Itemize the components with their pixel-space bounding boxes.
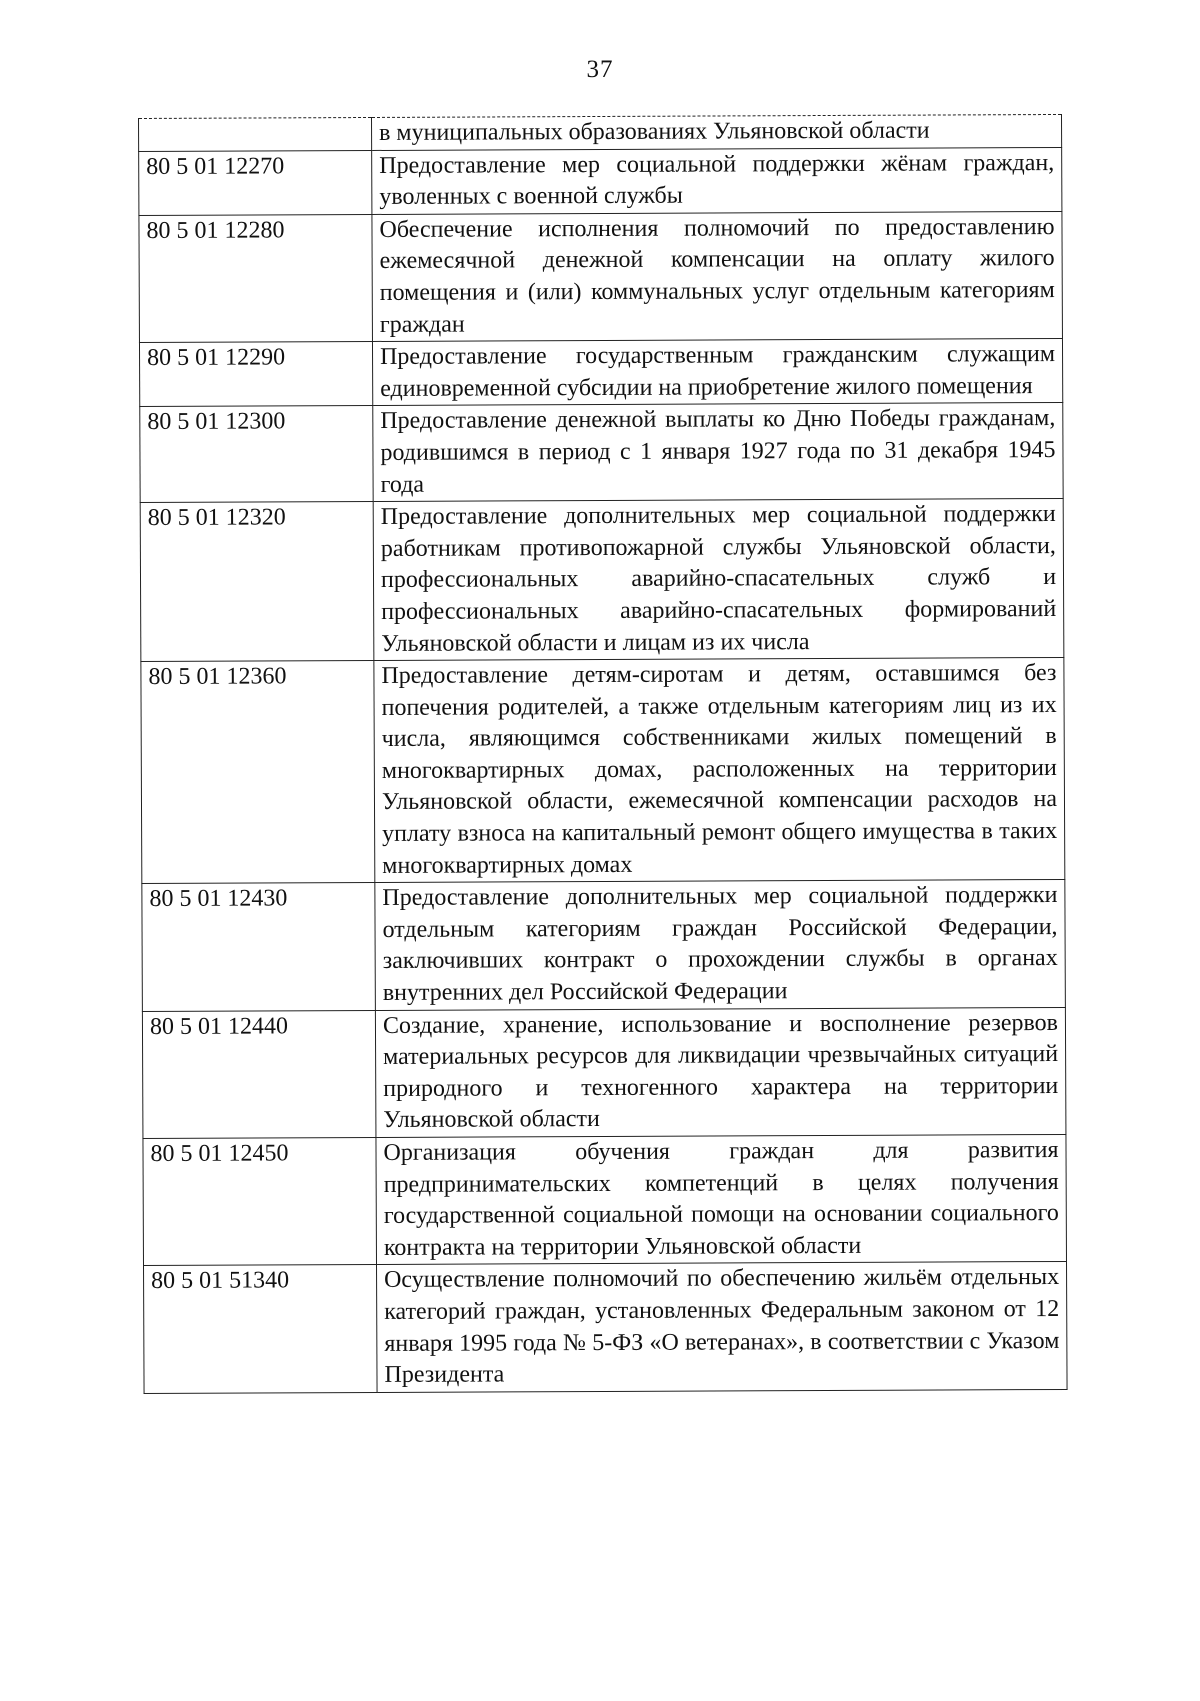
code-cell: 80 5 01 12320 xyxy=(140,502,374,662)
code-cell: 80 5 01 12270 xyxy=(139,150,372,215)
code-cell: 80 5 01 12450 xyxy=(143,1137,377,1265)
description-cell: Предоставление дополнительных мер социальной поддержки работникам противопожарной службы Ульяновской области, профессиональных аварийно-спасательных служб и профессиональных аварийно-спасательных формирований Ульяновской области и лицам из их числа xyxy=(373,499,1064,661)
table-row xyxy=(141,658,1065,884)
table-row xyxy=(144,1262,1068,1393)
code-cell: 80 5 01 12280 xyxy=(139,214,373,342)
code-cell: 80 5 01 51340 xyxy=(144,1265,378,1393)
code-cell: 80 5 01 12440 xyxy=(142,1010,376,1138)
description-cell: Осуществление полномочий по обеспечению жильём отдельных категорий граждан, установленных Федеральным законом от 12 января 1995 года № 5-ФЗ «О ветеранах», в соответствии с Указом Президента xyxy=(377,1262,1068,1392)
budget-code-table xyxy=(138,114,1068,1394)
description-cell: Предоставление денежной выплаты ко Дню Победы гражданам, родившимся в период с 1 января 1927 года по 31 декабря 1945 года xyxy=(373,403,1063,502)
table-row xyxy=(140,499,1064,662)
table-row xyxy=(139,211,1063,342)
table-row xyxy=(139,147,1062,215)
description-cell: Создание, хранение, использование и восполнение резервов материальных ресурсов для ликвидации чрезвычайных ситуаций природного и техногенного характера на территории Ульяновской области xyxy=(375,1007,1066,1137)
description-cell: Обеспечение исполнения полномочий по предоставлению ежемесячной денежной компенсации на оплату жилого помещения и (или) коммунальных услуг отдельным категориям граждан xyxy=(372,211,1063,341)
description-cell: Предоставление мер социальной поддержки жёнам граждан, уволенных с военной службы xyxy=(372,147,1062,214)
table-row xyxy=(139,114,1062,151)
code-cell xyxy=(139,117,372,151)
code-cell: 80 5 01 12360 xyxy=(141,661,375,884)
code-cell: 80 5 01 12430 xyxy=(142,883,376,1011)
description-cell: в муниципальных образованиях Ульяновской области xyxy=(371,114,1061,150)
description-cell: Предоставление детям-сиротам и детям, оставшимся без попечения родителей, а также отдельным категориям лиц из их числа, являющимся собственниками жилых помещений в многоквартирных домах, расположенных на территории Ульяновской области, ежемесячной компенсации расходов на уплату взноса на капитальный ремонт общего имущества в таких многоквартирных домах xyxy=(374,658,1065,883)
description-cell: Предоставление государственным гражданским служащим единовременной субсидии на приобретение жилого помещения xyxy=(372,339,1062,406)
code-cell: 80 5 01 12300 xyxy=(140,406,373,503)
table-row xyxy=(142,880,1066,1011)
code-cell: 80 5 01 12290 xyxy=(139,342,372,407)
description-cell: Предоставление дополнительных мер социальной поддержки отдельным категориям граждан Российской Федерации, заключивших контракт о прохождении службы в органах внутренних дел Российской Федерации xyxy=(375,880,1066,1010)
table-row xyxy=(142,1007,1066,1138)
table-row xyxy=(140,403,1063,503)
table-row xyxy=(143,1134,1067,1265)
table-row xyxy=(139,339,1062,407)
description-cell: Организация обучения граждан для развития предпринимательских компетенций в целях получения государственной социальной помощи на основании социального контракта на территории Ульяновской области xyxy=(376,1134,1067,1264)
page-number: 37 xyxy=(586,56,614,83)
